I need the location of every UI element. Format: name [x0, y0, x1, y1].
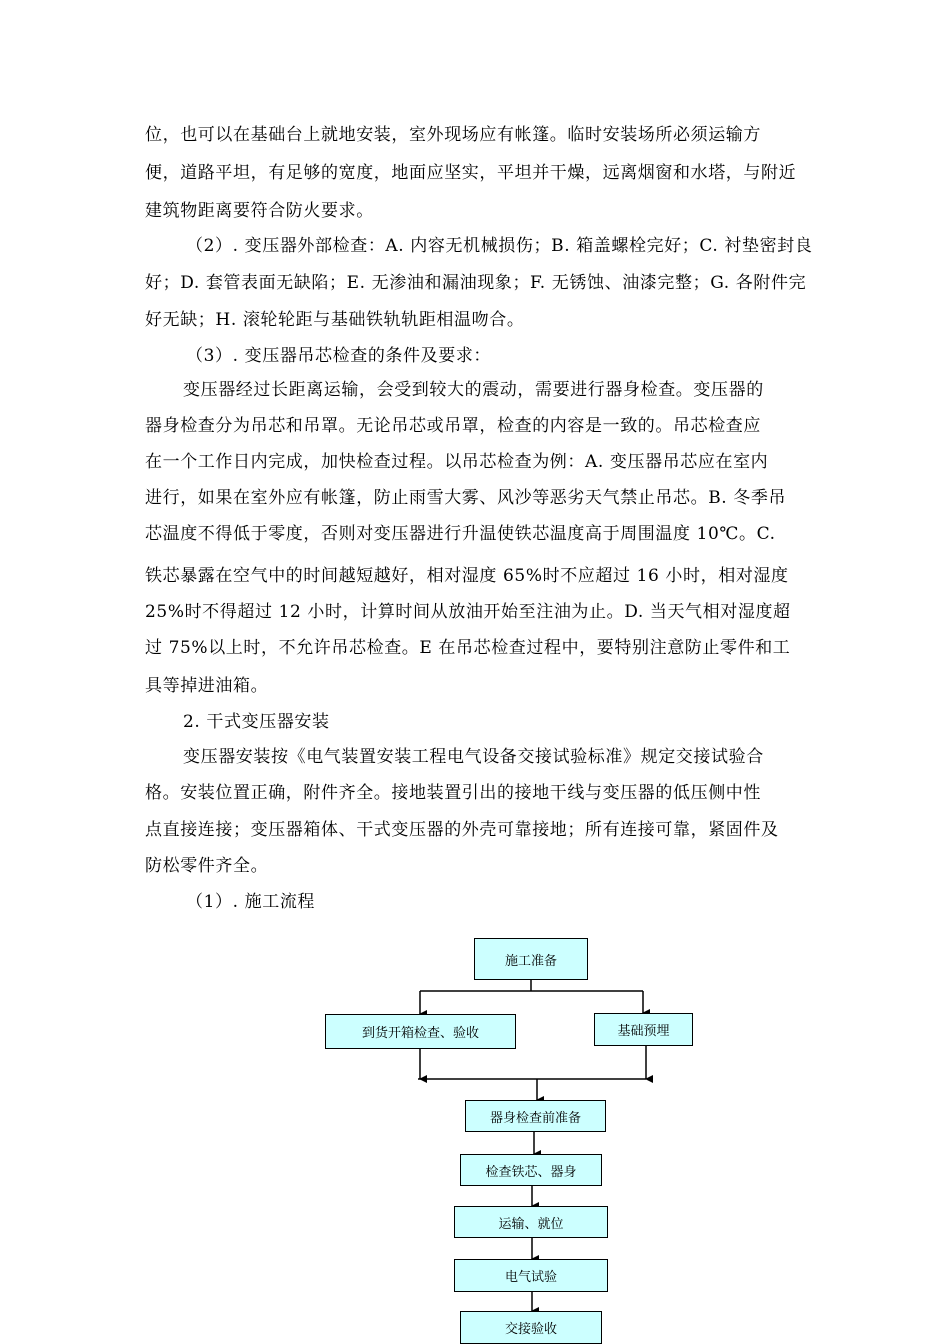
paragraph-line: 便，道路平坦，有足够的宽度，地面应坚实，平坦并干燥，远离烟窗和水塔，与附近 — [145, 163, 797, 183]
flow-step-handover: 交接验收 — [460, 1311, 602, 1344]
paragraph-line: 位，也可以在基础台上就地安装，室外现场应有帐篷。临时安装场所必须运输方 — [145, 125, 761, 145]
paragraph-line: 在一个工作日内完成，加快检查过程。以吊芯检查为例：A. 变压器吊芯应在室内 — [145, 452, 769, 472]
paragraph-line: 点直接连接；变压器箱体、干式变压器的外壳可靠接地；所有连接可靠，紧固件及 — [145, 820, 779, 840]
paragraph-line: 变压器经过长距离运输，会受到较大的震动，需要进行器身检查。变压器的 — [183, 380, 764, 400]
paragraph-line: 变压器安装按《电气装置安装工程电气设备交接试验标准》规定交接试验合 — [183, 747, 764, 767]
paragraph-line: 进行，如果在室外应有帐篷，防止雨雪大雾、风沙等恶劣天气禁止吊芯。B. 冬季吊 — [145, 488, 787, 508]
paragraph-line: （2）. 变压器外部检查：A. 内容无机械损伤；B. 箱盖螺栓完好；C. 衬垫密封良 — [186, 236, 813, 256]
flow-step-foundation: 基础预埋 — [594, 1013, 693, 1046]
section-heading: （1）. 施工流程 — [186, 892, 316, 912]
paragraph-line: 建筑物距离要符合防火要求。 — [145, 201, 374, 221]
paragraph-line: 器身检查分为吊芯和吊罩。无论吊芯或吊罩，检查的内容是一致的。吊芯检查应 — [145, 416, 761, 436]
flow-step-check-core: 检查铁芯、器身 — [460, 1154, 602, 1186]
paragraph-line: 铁芯暴露在空气中的时间越短越好，相对湿度 65%时不应超过 16 小时，相对湿度 — [145, 566, 789, 586]
flow-step-transport: 运输、就位 — [454, 1206, 608, 1238]
paragraph-line: 25%时不得超过 12 小时，计算时间从放油开始至注油为止。D. 当天气相对湿度超 — [145, 602, 791, 622]
paragraph-line: 过 75%以上时，不允许吊芯检查。E 在吊芯检查过程中，要特别注意防止零件和工 — [145, 638, 791, 658]
paragraph-line: 芯温度不得低于零度，否则对变压器进行升温使铁芯温度高于周围温度 10℃。C. — [145, 524, 776, 544]
flow-step-electrical-test: 电气试验 — [454, 1259, 608, 1292]
paragraph-line: 防松零件齐全。 — [145, 856, 269, 876]
paragraph-line: 具等掉进油箱。 — [145, 676, 269, 696]
flow-step-inspect-arrival: 到货开箱检查、验收 — [325, 1014, 516, 1049]
paragraph-line: 好；D. 套管表面无缺陷；E. 无渗油和漏油现象；F. 无锈蚀、油漆完整；G. 各附件完 — [145, 273, 807, 293]
section-heading: 2. 干式变压器安装 — [183, 712, 330, 732]
paragraph-line: 格。安装位置正确，附件齐全。接地装置引出的接地干线与变压器的低压侧中性 — [145, 783, 761, 803]
paragraph-line: 好无缺；H. 滚轮轮距与基础铁轨轨距相温吻合。 — [145, 310, 525, 330]
section-heading: （3）. 变压器吊芯检查的条件及要求： — [186, 346, 492, 366]
flow-step-pre-inspect: 器身检查前准备 — [465, 1100, 606, 1132]
flow-step-prepare: 施工准备 — [474, 938, 588, 980]
